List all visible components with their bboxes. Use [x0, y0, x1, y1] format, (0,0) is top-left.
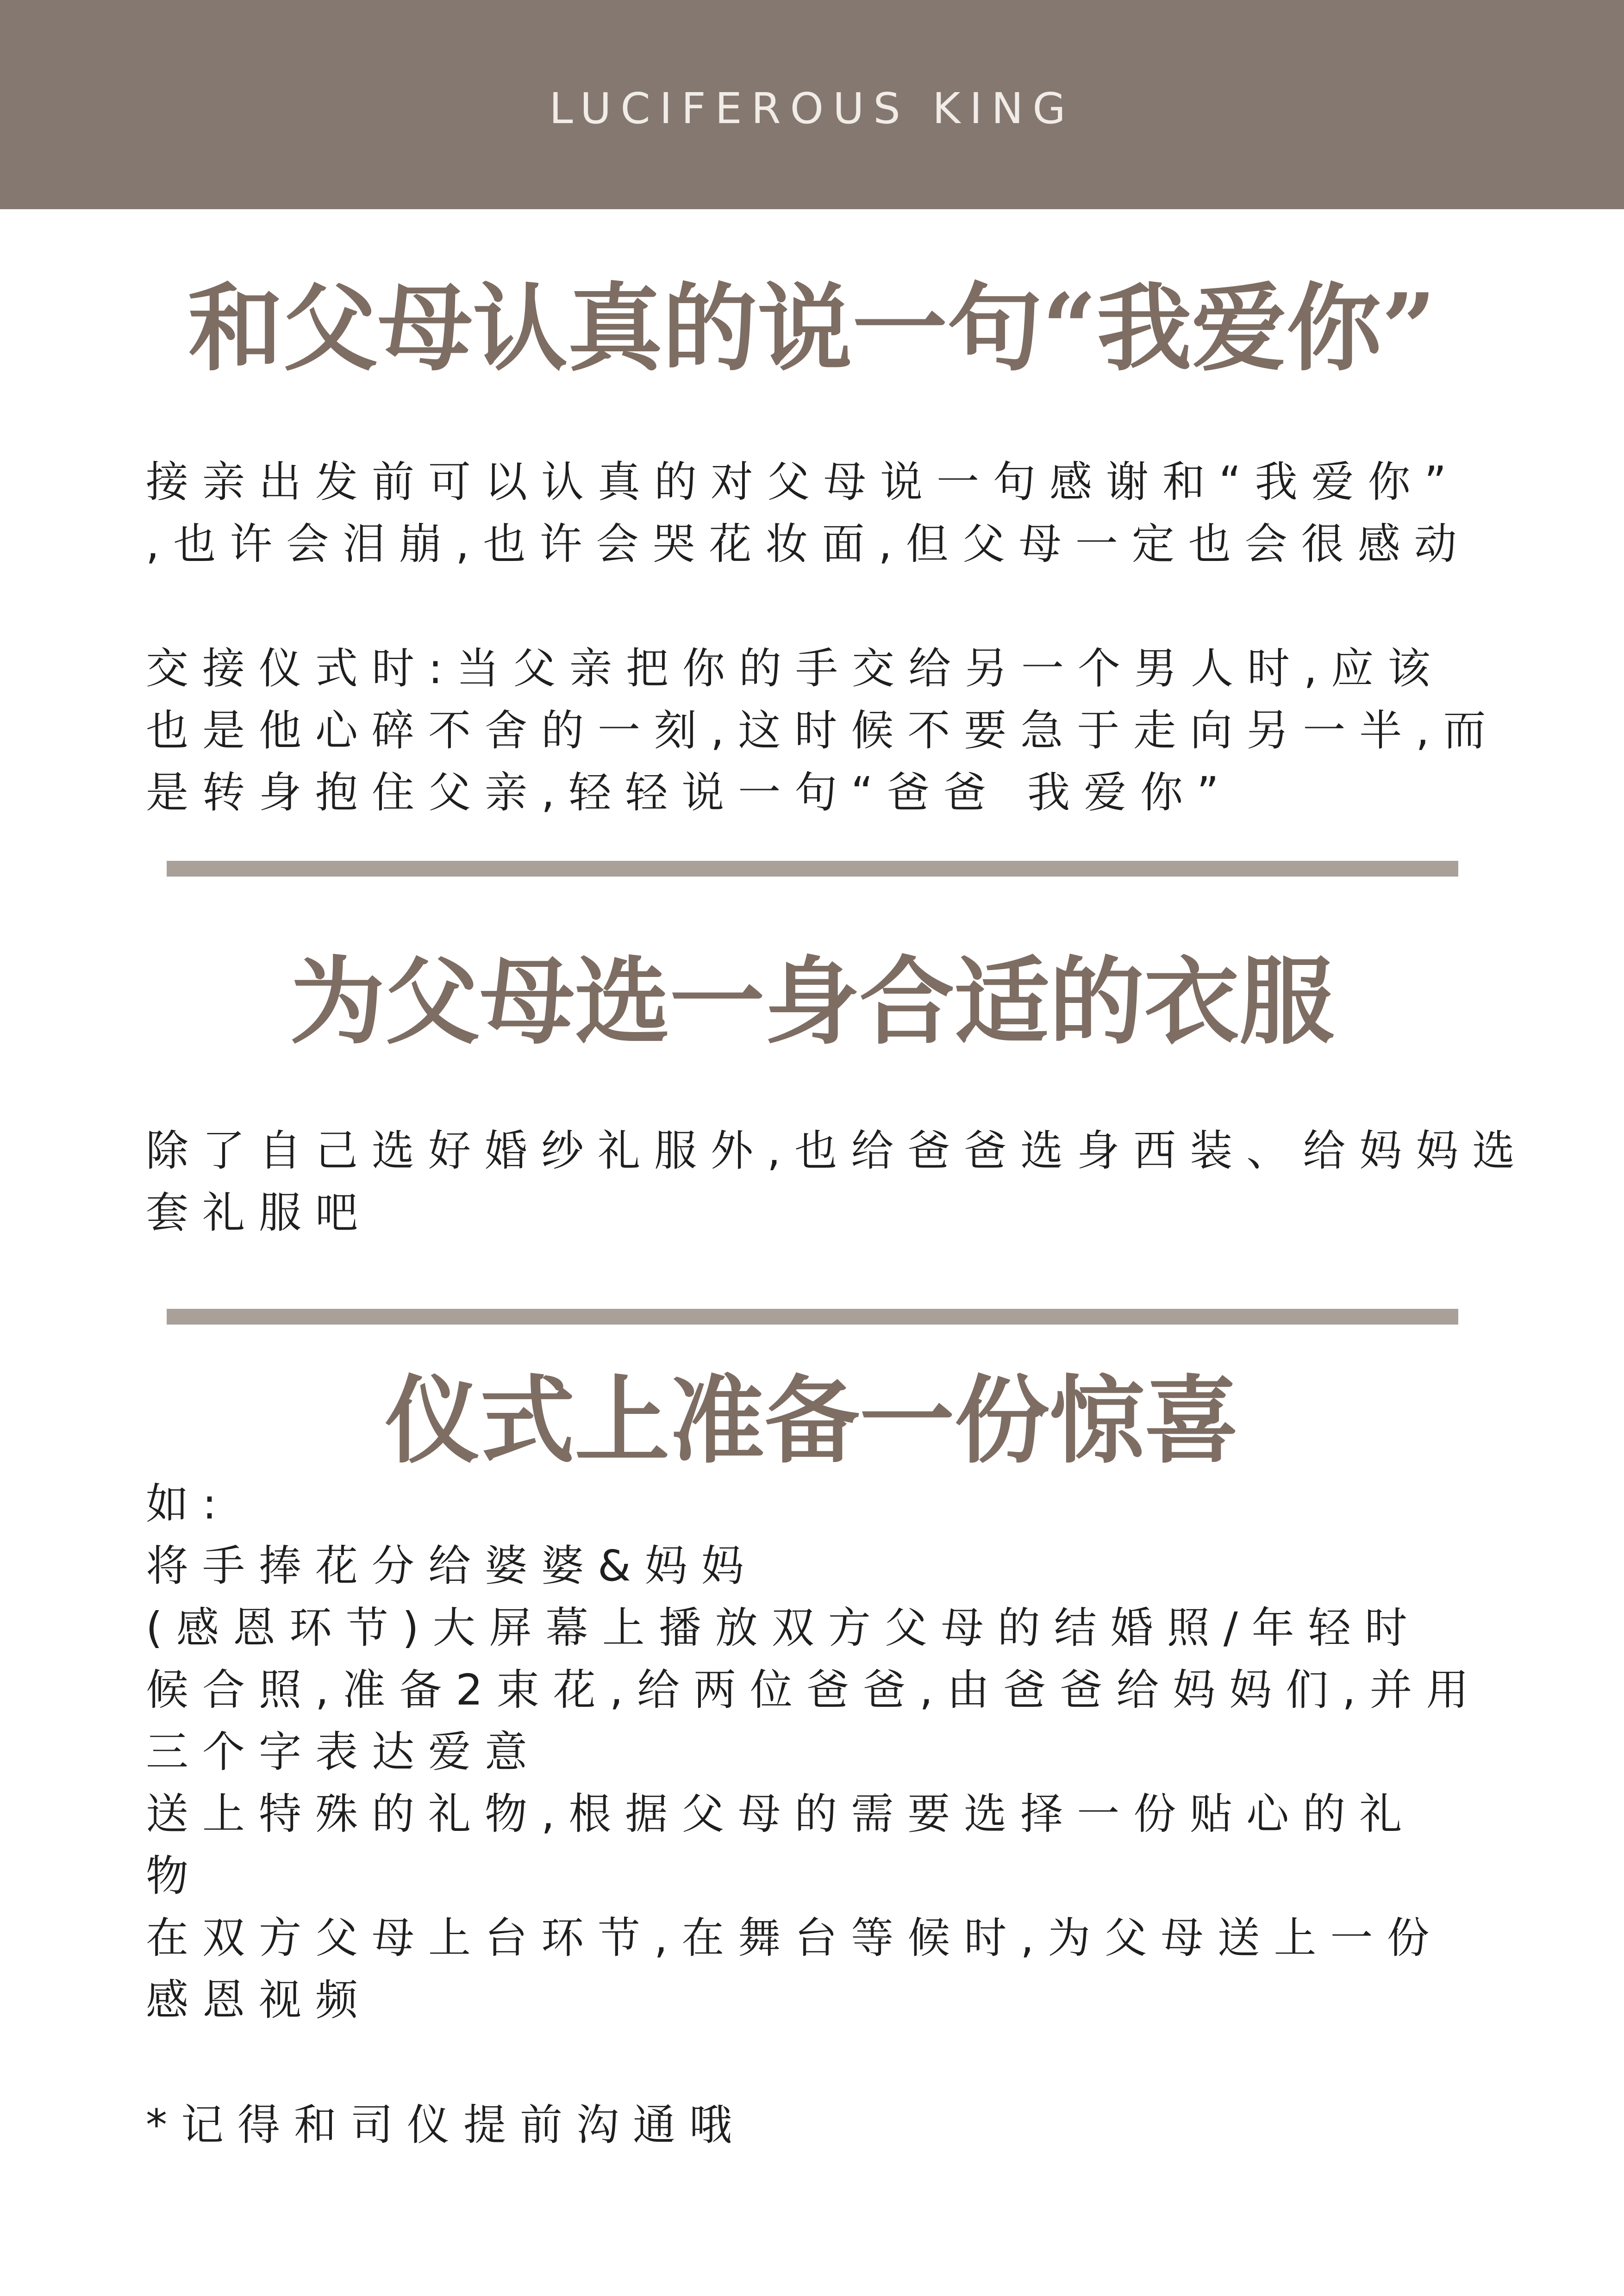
brand-title: LUCIFEROUS KING — [549, 84, 1075, 133]
section-2-paragraph — [146, 1120, 1529, 1244]
text-line: 在双方父母上台环节,在舞台等候时,为父母送上一份 — [146, 1913, 1443, 1963]
text-line: 将手捧花分给婆婆&妈妈 — [146, 1541, 758, 1591]
section-1-paragraph-2 — [146, 638, 1500, 824]
text-line: 如: — [146, 1479, 231, 1529]
text-line: 送上特殊的礼物,根据父母的需要选择一份贴心的礼 — [146, 1789, 1416, 1839]
section-1-title: 和父母认真的说一句“我爱你” — [188, 273, 1436, 384]
section-divider — [167, 1309, 1458, 1325]
section-3-paragraph — [146, 1473, 1488, 2031]
text-line: (感恩环节)大屏幕上播放双方父母的结婚照/年轻时 — [146, 1603, 1421, 1653]
section-1-paragraph-1 — [146, 451, 1488, 575]
note-text: *记得和司仪提前沟通哦 — [146, 2100, 746, 2150]
section-3-title: 仪式上准备一份惊喜 — [385, 1365, 1239, 1476]
text-line: 套礼服吧 — [146, 1188, 372, 1238]
text-line: 接亲出发前可以认真的对父母说一句感谢和“我爱你” — [146, 457, 1461, 507]
text-line: 除了自己选好婚纱礼服外,也给爸爸选身西装、给妈妈选 — [146, 1126, 1529, 1176]
section-3-note — [146, 2094, 1488, 2156]
text-line: 交接仪式时:当父亲把你的手交给另一个男人时,应该 — [146, 644, 1444, 693]
text-line: 三个字表达爱意 — [146, 1727, 542, 1777]
text-line: 物 — [146, 1851, 203, 1901]
text-line: 感恩视频 — [146, 1975, 372, 2025]
section-2-title: 为父母选一身合适的衣服 — [290, 946, 1334, 1058]
text-line: ,也许会泪崩,也许会哭花妆面,但父母一定也会很感动 — [146, 519, 1471, 569]
text-line: 候合照,准备2束花,给两位爸爸,由爸爸给妈妈们,并用 — [146, 1665, 1483, 1715]
text-line: 也是他心碎不舍的一刻,这时候不要急于走向另一半,而 — [146, 706, 1500, 755]
text-line: 是转身抱住父亲,轻轻说一句“爸爸 我爱你” — [146, 768, 1233, 817]
section-divider — [167, 861, 1458, 877]
